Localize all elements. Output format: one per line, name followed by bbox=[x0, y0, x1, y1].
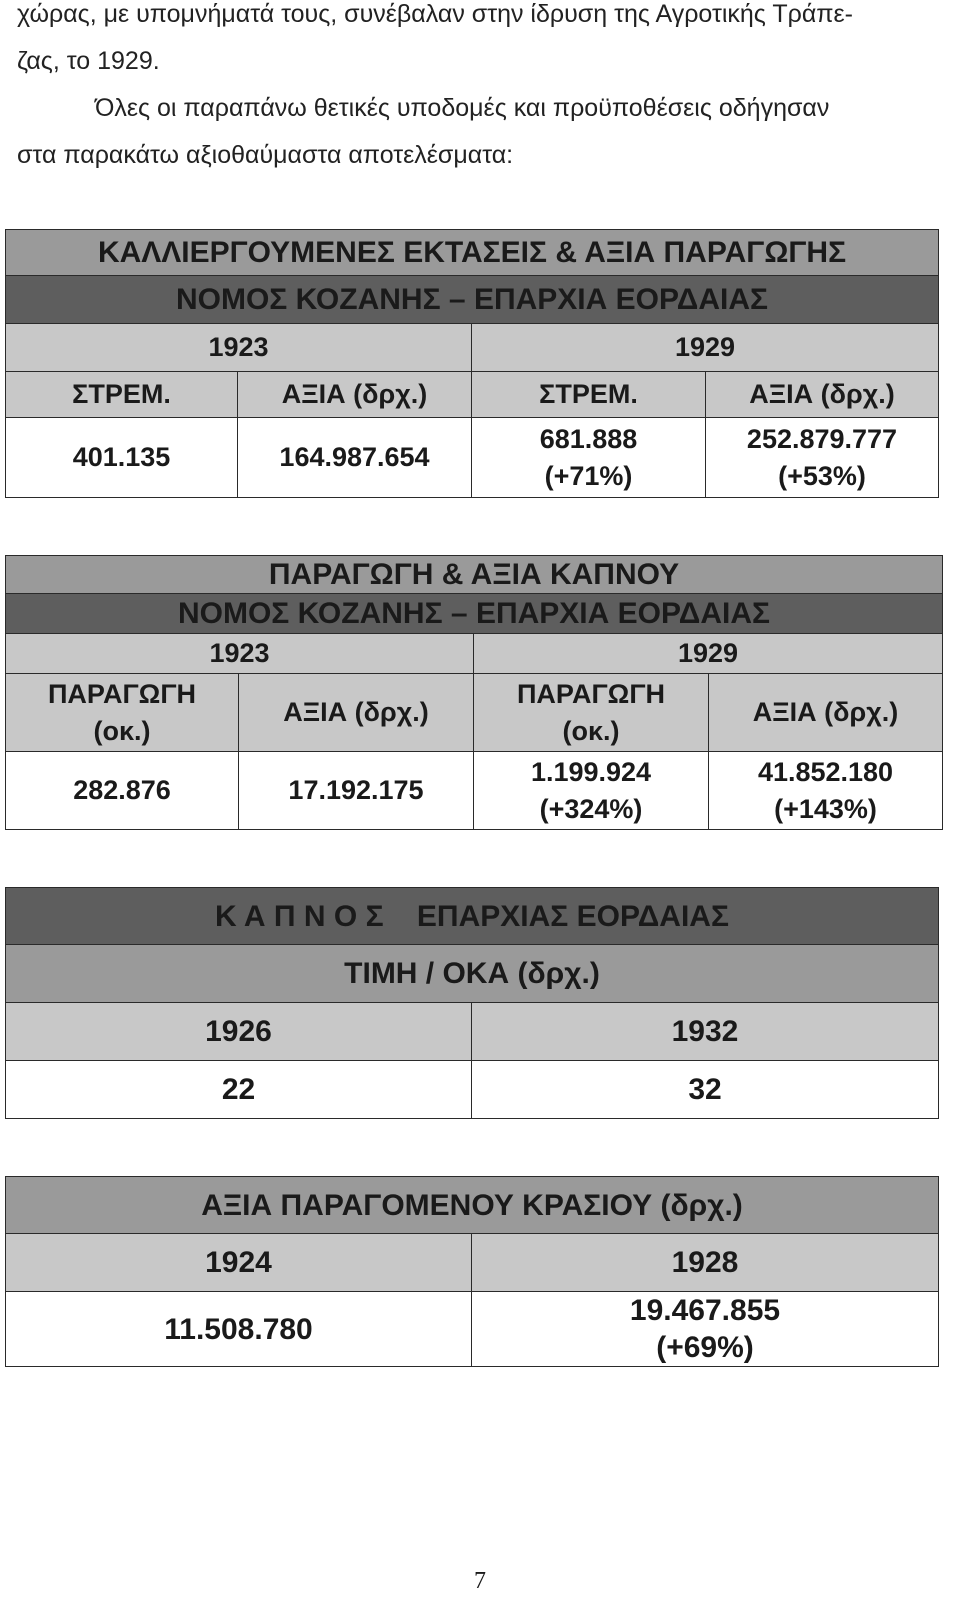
table-title: ΠΑΡΑΓΩΓΗ & ΑΞΙΑ ΚΑΠΝΟΥ bbox=[6, 556, 943, 594]
column-header: ΣΤΡΕΜ. bbox=[6, 372, 238, 418]
year-header: 1929 bbox=[472, 324, 939, 372]
cell-change: (+71%) bbox=[544, 460, 633, 491]
year-header: 1932 bbox=[472, 1003, 939, 1061]
intro-line-3: Όλες οι παραπάνω θετικές υποδομές και προϋποθέσεις οδήγησαν bbox=[95, 94, 830, 122]
cell-change: (+324%) bbox=[539, 793, 643, 824]
table-subtitle: ΝΟΜΟΣ ΚΟΖΑΝΗΣ – ΕΠΑΡΧΙΑ ΕΟΡΔΑΙΑΣ bbox=[6, 276, 939, 324]
table-cell: 11.508.780 bbox=[6, 1292, 472, 1367]
column-header bbox=[709, 674, 943, 752]
year-header: 1924 bbox=[6, 1234, 472, 1292]
column-header bbox=[6, 674, 239, 752]
table-cell: 32 bbox=[472, 1061, 939, 1119]
table-subtitle: ΝΟΜΟΣ ΚΟΖΑΝΗΣ – ΕΠΑΡΧΙΑ ΕΟΡΔΑΙΑΣ bbox=[6, 594, 943, 634]
year-header: 1928 bbox=[472, 1234, 939, 1292]
cell-value: 41.852.180 bbox=[757, 756, 894, 787]
intro-line-1: χώρας, με υπομνήματά τους, συνέβαλαν στην ίδρυση της Αγροτικής Τράπε- bbox=[17, 0, 853, 28]
header-line: ΠΑΡΑΓΩΓΗ bbox=[516, 678, 666, 709]
table-cell bbox=[474, 752, 709, 830]
cell-change: (+143%) bbox=[774, 793, 877, 824]
cell-change: (+69%) bbox=[656, 1331, 754, 1364]
intro-line-4: στα παρακάτω αξιοθαύμαστα αποτελέσματα: bbox=[17, 141, 514, 169]
header-line: (οκ.) bbox=[93, 715, 151, 746]
table-cell: 282.876 bbox=[6, 752, 239, 830]
intro-line-2: ζας, το 1929. bbox=[17, 47, 160, 75]
tobacco-production-table bbox=[5, 555, 943, 830]
table-cell bbox=[706, 418, 939, 498]
cell-value: 681.888 bbox=[539, 423, 638, 454]
column-header bbox=[474, 674, 709, 752]
cell-change: (+53%) bbox=[778, 460, 866, 491]
page-number: 7 bbox=[474, 1568, 486, 1594]
table-cell: 22 bbox=[6, 1061, 472, 1119]
table-cell: 164.987.654 bbox=[238, 418, 472, 498]
header-line: (οκ.) bbox=[562, 715, 620, 746]
table-cell bbox=[709, 752, 943, 830]
intro-paragraph bbox=[17, 0, 947, 179]
column-header: ΑΞΙΑ (δρχ.) bbox=[706, 372, 939, 418]
table-title: ΑΞΙΑ ΠΑΡΑΓΟΜΕΝΟΥ ΚΡΑΣΙΟΥ (δρχ.) bbox=[6, 1177, 939, 1234]
table-cell bbox=[472, 418, 706, 498]
cell-value: 19.467.855 bbox=[629, 1294, 781, 1327]
year-header: 1929 bbox=[474, 634, 943, 674]
header-line: ΑΞΙΑ (δρχ.) bbox=[283, 697, 429, 727]
wine-value-table bbox=[5, 1176, 939, 1367]
table-title: Κ Α Π Ν Ο Σ ΕΠΑΡΧΙΑΣ ΕΟΡΔΑΙΑΣ bbox=[6, 888, 939, 945]
table-cell: 401.135 bbox=[6, 418, 238, 498]
header-line: ΑΞΙΑ (δρχ.) bbox=[752, 697, 899, 727]
tobacco-price-table bbox=[5, 887, 939, 1119]
year-header: 1923 bbox=[6, 324, 472, 372]
cultivated-land-table bbox=[5, 229, 939, 498]
year-header: 1923 bbox=[6, 634, 474, 674]
table-cell bbox=[472, 1292, 939, 1367]
cell-value: 1.199.924 bbox=[530, 756, 652, 787]
column-header bbox=[239, 674, 474, 752]
year-header: 1926 bbox=[6, 1003, 472, 1061]
cell-value: 252.879.777 bbox=[746, 423, 898, 454]
table-title: ΚΑΛΛΙΕΡΓΟΥΜΕΝΕΣ ΕΚΤΑΣΕΙΣ & ΑΞΙΑ ΠΑΡΑΓΩΓΗΣ bbox=[6, 230, 939, 276]
column-header: ΑΞΙΑ (δρχ.) bbox=[238, 372, 472, 418]
table-cell: 17.192.175 bbox=[239, 752, 474, 830]
header-line: ΠΑΡΑΓΩΓΗ bbox=[47, 678, 197, 709]
column-header: ΣΤΡΕΜ. bbox=[472, 372, 706, 418]
table-subtitle: ΤΙΜΗ / ΟΚΑ (δρχ.) bbox=[6, 945, 939, 1003]
